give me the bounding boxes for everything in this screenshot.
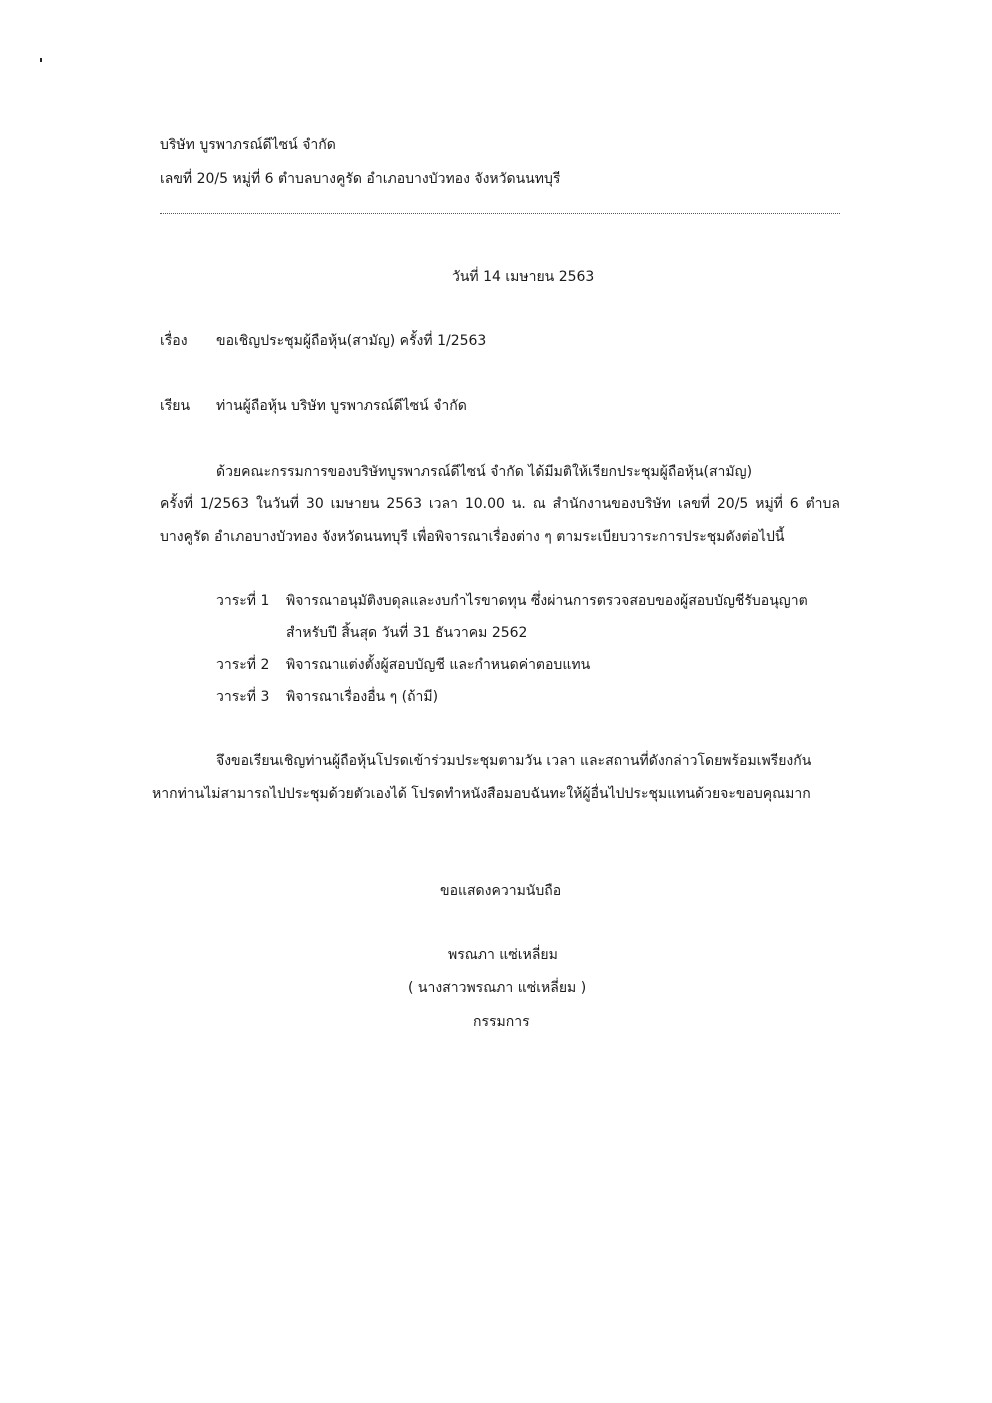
agenda-2-label: วาระที่ 2 (216, 657, 270, 673)
signatory-full-name: ( นางสาวพรณภา แซ่เหลี่ยม ) (408, 980, 587, 996)
agenda-3-line1: พิจารณาเรื่องอื่น ๆ (ถ้ามี) (286, 689, 439, 705)
closing-salutation: ขอแสดงความนับถือ (440, 883, 562, 899)
company-address: เลขที่ 20/5 หมู่ที่ 6 ตำบลบางคูรัด อำเภอบางบัวทอง จังหวัดนนทบุรี (160, 171, 561, 187)
subject-text: ขอเชิญประชุมผู้ถือหุ้น(สามัญ) ครั้งที่ 1/2563 (216, 333, 487, 349)
recipient-label: เรียน (160, 398, 191, 414)
signatory-position: กรรมการ (473, 1014, 530, 1030)
paragraph1-line3: บางคูรัด อำเภอบางบัวทอง จังหวัดนนทบุรี เพื่อพิจารณาเรื่องต่าง ๆ ตามระเบียบวาระการประชุมดังต่อไปนี้ (160, 529, 785, 545)
signature-name: พรณภา แซ่เหลี่ยม (448, 947, 558, 963)
recipient-text: ท่านผู้ถือหุ้น บริษัท บูรพาภรณ์ดีไซน์ จำกัด (216, 398, 467, 414)
company-name: บริษัท บูรพาภรณ์ดีไซน์ จำกัด (160, 137, 336, 153)
paragraph1-line2: ครั้งที่ 1/2563 ในวันที่ 30 เมษายน 2563 เวลา 10.00 น. ณ สำนักงานของบริษัท เลขที่ 20/5 หมู่ที่ 6 ตำบล (160, 496, 840, 512)
header-divider (160, 213, 840, 214)
agenda-2-line1: พิจารณาแต่งตั้งผู้สอบบัญชี และกำหนดค่าตอบแทน (286, 657, 591, 673)
subject-label: เรื่อง (160, 333, 188, 349)
paragraph1-line1: ด้วยคณะกรรมการของบริษัทบูรพาภรณ์ดีไซน์ จำกัด ได้มีมติให้เรียกประชุมผู้ถือหุ้น(สามัญ) (216, 464, 753, 480)
paragraph2-line1: จึงขอเรียนเชิญท่านผู้ถือหุ้นโปรดเข้าร่วมประชุมตามวัน เวลา และสถานที่ดังกล่าวโดยพร้อมเพรียงกัน (216, 753, 812, 769)
agenda-1-line2: สำหรับปี สิ้นสุด วันที่ 31 ธันวาคม 2562 (286, 625, 528, 641)
scan-mark (40, 58, 42, 62)
letter-date: วันที่ 14 เมษายน 2563 (452, 269, 595, 285)
paragraph2-line2: หากท่านไม่สามารถไปประชุมด้วยตัวเองได้ โปรดทำหนังสือมอบฉันทะให้ผู้อื่นไปประชุมแทนด้วยจะขอบคุณมาก (152, 786, 811, 802)
agenda-3-label: วาระที่ 3 (216, 689, 270, 705)
agenda-1-line1: พิจารณาอนุมัติงบดุลและงบกำไรขาดทุน ซึ่งผ่านการตรวจสอบของผู้สอบบัญชีรับอนุญาต (286, 593, 808, 609)
agenda-1-label: วาระที่ 1 (216, 593, 270, 609)
